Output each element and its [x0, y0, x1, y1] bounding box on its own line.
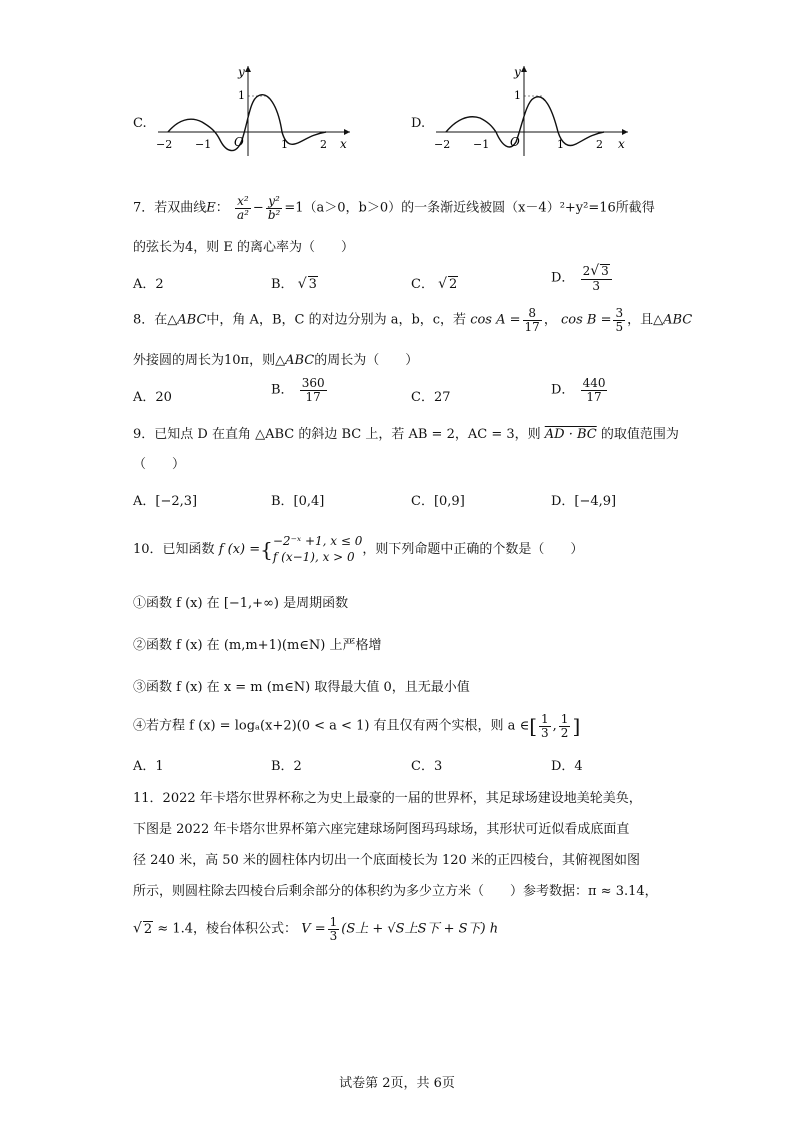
q10-option-d[interactable]: D．4: [551, 759, 583, 774]
question-7-line-2: 的弦长为4，则 E 的离心率为（ ）: [133, 240, 355, 255]
fraction-y2-b2: $\frac{\text{y²}}{\text{b²}}$: [267, 194, 281, 222]
graph-c-origin: O: [234, 135, 244, 149]
q10-option-c[interactable]: C．3: [411, 759, 443, 774]
graph-c-tick-1: 1: [238, 89, 245, 102]
q10-option-a[interactable]: A．1: [133, 759, 164, 774]
graph-c-xtick: −2: [156, 138, 173, 151]
graph-c-y-label: y: [238, 65, 245, 79]
q10-statement-4: ④若方程 f (x) = logₐ(x+2)(0 < a < 1) 有且仅有两个实根，则 a ∈[ $\frac{1}{3}$ , $\frac{1}{2}$ ]: [133, 712, 581, 740]
question-8-line-2: 外接圆的周长为10π，则△ABC的周长为（ ）: [133, 353, 419, 368]
graph-c-xtick: 1: [281, 138, 288, 151]
graph-c-xtick: 2: [320, 138, 327, 151]
graph-c: [150, 60, 360, 160]
graph-d-x-label: x: [618, 137, 625, 151]
graph-d-xtick: 2: [596, 138, 603, 151]
q7-option-b[interactable]: B． √ 3: [271, 276, 317, 292]
q9-option-b[interactable]: B．[0,4]: [271, 494, 325, 509]
graph-d-xtick: −1: [473, 138, 490, 151]
graph-c-x-label: x: [340, 137, 347, 151]
option-d-label: D.: [411, 116, 426, 131]
question-9-line-2: （ ）: [133, 457, 186, 472]
question-11-line-5: √ 2 ≈ 1.4，棱台体积公式： V = $\frac{1}{3}$ (S上 + √S上S下 + S下) h: [133, 915, 499, 943]
graph-d-origin: O: [510, 135, 520, 149]
question-10-line-1: 10．已知函数 f (x) ={ −2⁻ˣ +1, x ≤ 0 f (x−1), x > 0 ，则下列命题中正确的个数是（ ）: [133, 534, 584, 564]
q10-option-b[interactable]: B．2: [271, 759, 302, 774]
graph-d-tick-1: 1: [514, 89, 521, 102]
graph-d-xtick: 1: [557, 138, 564, 151]
q7-option-d[interactable]: D． $\frac{2√ 3}{3}$: [551, 264, 614, 292]
q8-option-b[interactable]: B． $\frac{360}{17}$: [271, 376, 325, 404]
q7-option-a[interactable]: A．2: [133, 277, 164, 292]
q8-option-a[interactable]: A．20: [133, 390, 172, 405]
page-footer: 试卷第 2页，共 6页: [339, 1076, 455, 1091]
question-11-line-4: 所示，则圆柱除去四棱台后剩余部分的体积约为多少立方米（ ）参考数据：π ≈ 3.14，: [133, 884, 658, 899]
question-11-line-1: 11．2022 年卡塔尔世界杯称之为史上最豪的一届的世界杯，其足球场建设地美轮美奂，: [133, 791, 642, 806]
option-c-label: C.: [133, 116, 147, 131]
graph-d: [428, 60, 638, 160]
fraction-x2-a2: $\frac{\text{x²}}{\text{a²}}$: [236, 194, 249, 222]
q10-statement-3: ③函数 f (x) 在 x = m (m∈N) 取得最大值 0，且无最小值: [133, 680, 470, 695]
q8-option-d[interactable]: D． $\frac{440}{17}$: [551, 376, 606, 404]
q9-option-c[interactable]: C．[0,9]: [411, 494, 465, 509]
question-8-line-1: 8．在△ABC中，角 A，B，C 的对边分别为 a，b，c，若 cos A = $\frac{8}{17}$ ， cos B = $\frac{3}{5}$ ，且△ABC: [133, 306, 693, 334]
question-7-line-1: 7．若双曲线E： $\frac{\text{x²}}{\text{a²}}$ − $\frac{\text{y²}}{\text{b²}}$ =1（a＞0，b＞0）的一条渐近线被圆（x－4）²+y²=16所截得: [133, 194, 655, 222]
question-9-line-1: 9．已知点 D 在直角 △ABC 的斜边 BC 上，若 AB = 2，AC = 3，则 AD · BC 的取值范围为: [133, 427, 679, 442]
q9-option-d[interactable]: D．[−4,9]: [551, 494, 617, 509]
q9-option-a[interactable]: A．[−2,3]: [133, 494, 198, 509]
graph-c-xtick: −1: [195, 138, 212, 151]
graph-d-y-label: y: [514, 65, 521, 79]
q10-statement-1: ①函数 f (x) 在 [−1,+∞) 是周期函数: [133, 596, 349, 611]
q7-option-c[interactable]: C． √ 2: [411, 276, 458, 292]
q8-option-c[interactable]: C．27: [411, 390, 451, 405]
question-11-line-3: 径 240 米，高 50 米的圆柱体内切出一个底面棱长为 120 米的正四棱台，其俯视图如图: [133, 853, 640, 868]
question-11-line-2: 下图是 2022 年卡塔尔世界杯第六座完建球场阿图玛玛球场，其形状可近似看成底面直: [133, 822, 630, 837]
graph-d-xtick: −2: [434, 138, 451, 151]
q10-statement-2: ②函数 f (x) 在 (m,m+1)(m∈N) 上严格增: [133, 638, 382, 653]
